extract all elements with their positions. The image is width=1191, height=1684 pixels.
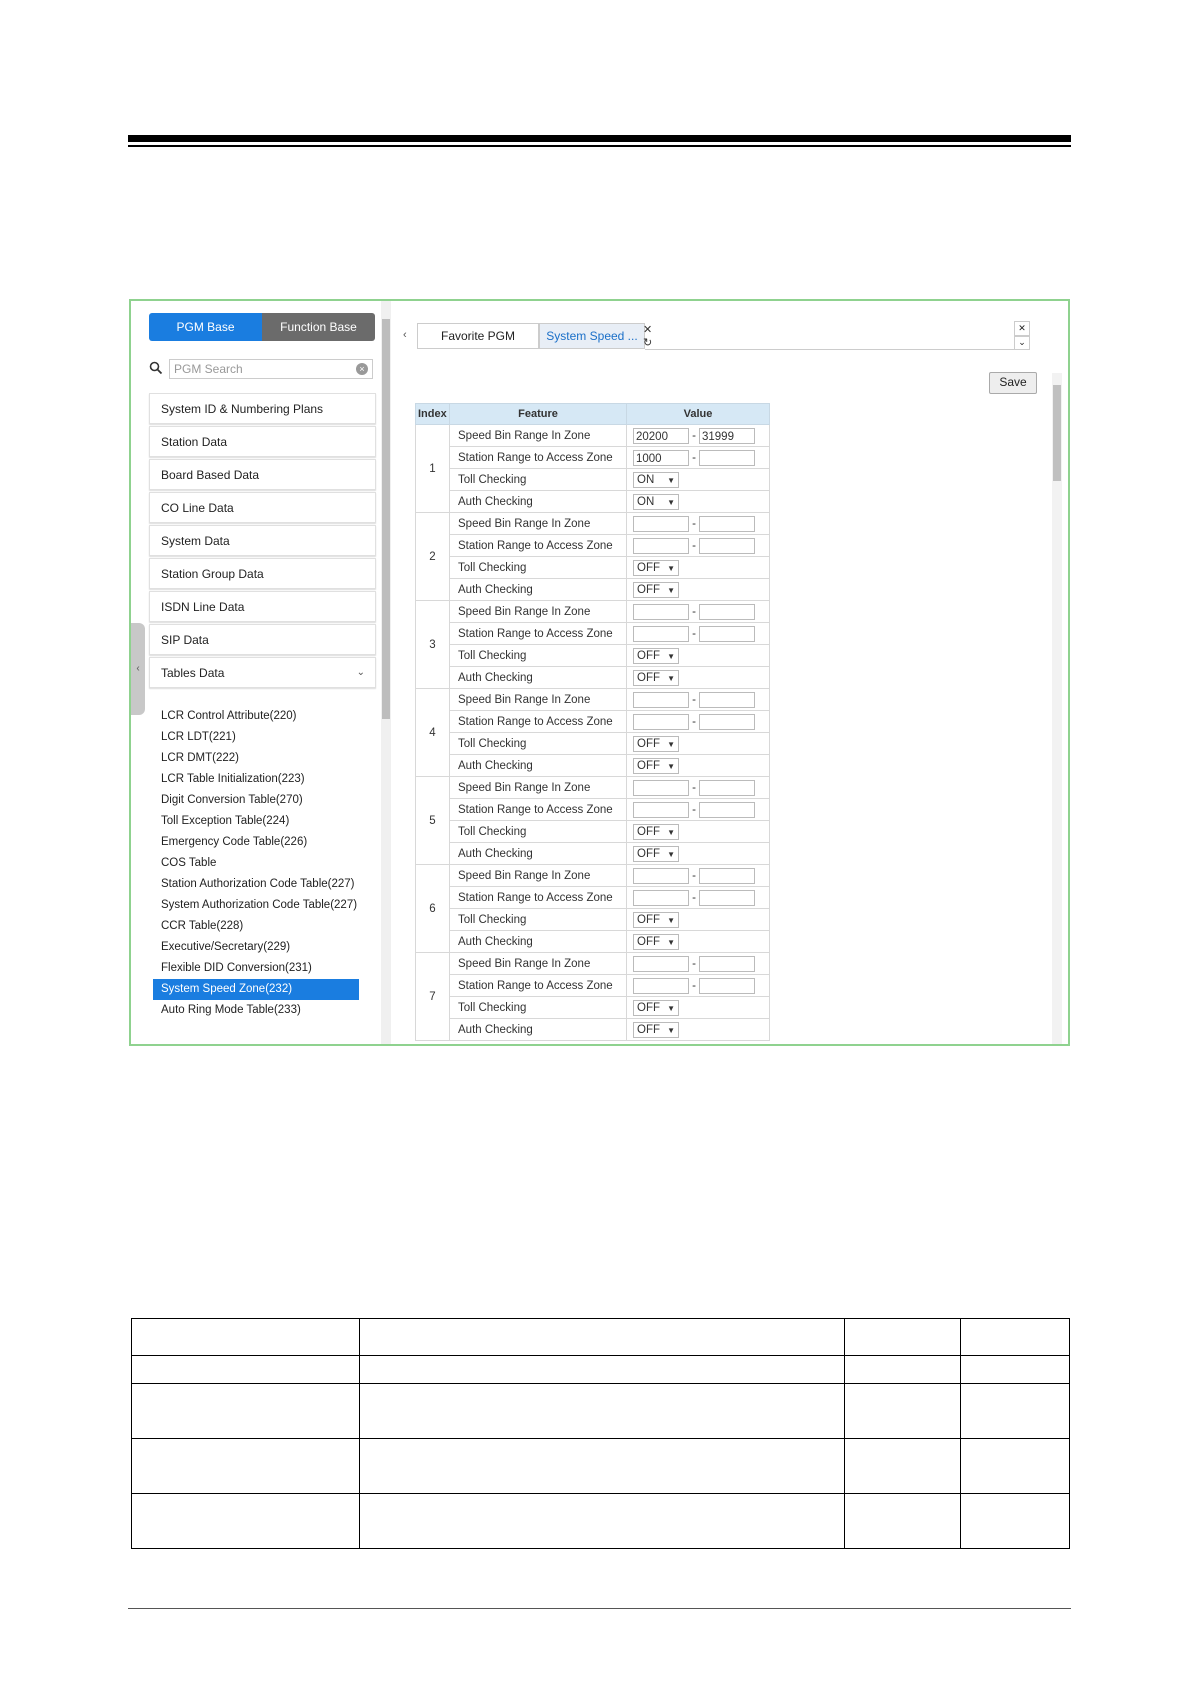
auth-checking-select[interactable] bbox=[633, 582, 679, 598]
toll-checking-select[interactable] bbox=[633, 912, 679, 928]
table-row bbox=[416, 689, 770, 711]
value-cell bbox=[627, 733, 770, 755]
value-cell bbox=[627, 843, 770, 865]
value-cell bbox=[627, 799, 770, 821]
speed-from-input[interactable] bbox=[633, 868, 689, 884]
range-dash: - bbox=[692, 957, 696, 970]
feature-label: Station Range to Access Zone bbox=[450, 447, 627, 469]
feature-label: Station Range to Access Zone bbox=[450, 623, 627, 645]
speed-to-input[interactable]: 31999 bbox=[699, 428, 755, 444]
speed-to-input[interactable] bbox=[699, 868, 755, 884]
table-cell bbox=[845, 1384, 961, 1439]
toll-value: OFF bbox=[637, 649, 660, 662]
table-cell bbox=[132, 1494, 360, 1549]
value-cell bbox=[627, 601, 770, 623]
feature-label: Auth Checking bbox=[450, 931, 627, 953]
table-row bbox=[416, 601, 770, 623]
station-to-input[interactable] bbox=[699, 714, 755, 730]
table-header-row bbox=[416, 404, 770, 425]
feature-label: Station Range to Access Zone bbox=[450, 535, 627, 557]
feature-label: Station Range to Access Zone bbox=[450, 799, 627, 821]
value-cell bbox=[627, 623, 770, 645]
station-from-input[interactable] bbox=[633, 978, 689, 994]
range-dash: - bbox=[692, 715, 696, 728]
table-row bbox=[416, 623, 770, 645]
sub-item-digit-conversion[interactable]: Digit Conversion Table(270) bbox=[161, 794, 303, 806]
value-cell bbox=[627, 755, 770, 777]
menu-item-board-based-data[interactable]: Board Based Data bbox=[149, 459, 376, 490]
auth-checking-select[interactable] bbox=[633, 494, 679, 510]
value-cell bbox=[627, 777, 770, 799]
table-cell bbox=[360, 1384, 845, 1439]
value-cell bbox=[627, 1019, 770, 1041]
feature-label: Station Range to Access Zone bbox=[450, 887, 627, 909]
toll-value: OFF bbox=[637, 737, 660, 750]
station-to-input[interactable] bbox=[699, 538, 755, 554]
range-dash: - bbox=[692, 539, 696, 552]
dropdown-arrow-icon: ▼ bbox=[667, 563, 675, 573]
feature-label: Auth Checking bbox=[450, 755, 627, 777]
auth-value: OFF bbox=[637, 935, 660, 948]
sub-item-lcr-init[interactable]: LCR Table Initialization(223) bbox=[161, 773, 305, 785]
feature-label: Speed Bin Range In Zone bbox=[450, 513, 627, 535]
menu-item-co-line-data[interactable]: CO Line Data bbox=[149, 492, 376, 523]
station-from-input[interactable] bbox=[633, 626, 689, 642]
menu-item-station-group-data[interactable]: Station Group Data bbox=[149, 558, 376, 589]
toll-checking-select[interactable] bbox=[633, 824, 679, 840]
value-cell bbox=[627, 975, 770, 997]
feature-label: Speed Bin Range In Zone bbox=[450, 601, 627, 623]
table-row bbox=[416, 865, 770, 887]
feature-label: Toll Checking bbox=[450, 909, 627, 931]
dropdown-arrow-icon: ▼ bbox=[667, 937, 675, 947]
sub-item-system-speed-zone[interactable]: System Speed Zone(232) bbox=[153, 979, 359, 1000]
sub-item-lcr-ldt[interactable]: LCR LDT(221) bbox=[161, 731, 236, 743]
station-to-input[interactable] bbox=[699, 978, 755, 994]
table-cell bbox=[961, 1439, 1070, 1494]
sub-item-auto-ring[interactable]: Auto Ring Mode Table(233) bbox=[161, 1004, 301, 1016]
right-panel bbox=[393, 301, 1070, 1046]
speed-zone-table bbox=[415, 403, 770, 1041]
collapse-panel-icon[interactable]: ‹ bbox=[131, 623, 145, 715]
tab-favorite-pgm[interactable]: Favorite PGM bbox=[417, 323, 539, 349]
function-base-button[interactable]: Function Base bbox=[262, 313, 375, 341]
table-cell bbox=[132, 1439, 360, 1494]
feature-label: Speed Bin Range In Zone bbox=[450, 689, 627, 711]
left-panel bbox=[131, 301, 384, 1046]
table-cell bbox=[961, 1319, 1070, 1356]
range-dash: - bbox=[692, 891, 696, 904]
clear-icon[interactable]: × bbox=[356, 363, 368, 375]
dropdown-arrow-icon: ▼ bbox=[667, 673, 675, 683]
table-row bbox=[416, 843, 770, 865]
dropdown-arrow-icon: ▼ bbox=[667, 761, 675, 771]
value-cell bbox=[627, 425, 770, 447]
auth-checking-select[interactable] bbox=[633, 934, 679, 950]
sub-item-executive[interactable]: Executive/Secretary(229) bbox=[161, 941, 291, 953]
tab-list-icon[interactable]: ⌄ bbox=[1014, 336, 1030, 350]
auth-value: OFF bbox=[637, 1023, 660, 1036]
footer-rule bbox=[128, 1608, 1071, 1609]
table-row bbox=[416, 1019, 770, 1041]
auth-value: OFF bbox=[637, 583, 660, 596]
feature-label: Speed Bin Range In Zone bbox=[450, 953, 627, 975]
auth-value: ON bbox=[637, 495, 655, 508]
feature-label: Auth Checking bbox=[450, 579, 627, 601]
index-cell: 4 bbox=[416, 689, 450, 777]
dropdown-arrow-icon: ▼ bbox=[667, 915, 675, 925]
sub-item-toll-exception[interactable]: Toll Exception Table(224) bbox=[161, 815, 290, 827]
value-cell bbox=[627, 557, 770, 579]
speed-to-input[interactable] bbox=[699, 956, 755, 972]
range-dash: - bbox=[692, 781, 696, 794]
tab-scroll-left-icon[interactable]: ‹ bbox=[403, 329, 407, 341]
station-to-input[interactable] bbox=[699, 450, 755, 466]
speed-from-input[interactable] bbox=[633, 516, 689, 532]
sub-item-flexible-did[interactable]: Flexible DID Conversion(231) bbox=[161, 962, 312, 974]
table-cell bbox=[845, 1356, 961, 1384]
main-menu bbox=[149, 393, 376, 690]
table-row bbox=[416, 557, 770, 579]
table-row bbox=[416, 821, 770, 843]
speed-to-input[interactable] bbox=[699, 692, 755, 708]
table-cell bbox=[845, 1494, 961, 1549]
auth-checking-select[interactable] bbox=[633, 1022, 679, 1038]
value-cell bbox=[627, 579, 770, 601]
toll-value: OFF bbox=[637, 825, 660, 838]
dropdown-arrow-icon: ▼ bbox=[667, 497, 675, 507]
table-row bbox=[132, 1356, 1070, 1384]
feature-label: Auth Checking bbox=[450, 491, 627, 513]
header-value: Value bbox=[627, 404, 770, 425]
range-dash: - bbox=[692, 517, 696, 530]
value-cell bbox=[627, 821, 770, 843]
station-from-input[interactable] bbox=[633, 714, 689, 730]
value-cell bbox=[627, 689, 770, 711]
station-from-input[interactable] bbox=[633, 802, 689, 818]
table-cell bbox=[845, 1439, 961, 1494]
feature-label: Station Range to Access Zone bbox=[450, 711, 627, 733]
save-button[interactable]: Save bbox=[989, 372, 1037, 394]
value-cell bbox=[627, 645, 770, 667]
toll-checking-select[interactable] bbox=[633, 560, 679, 576]
speed-to-input[interactable] bbox=[699, 780, 755, 796]
value-cell bbox=[627, 447, 770, 469]
index-cell: 5 bbox=[416, 777, 450, 865]
sub-item-lcr-control[interactable]: LCR Control Attribute(220) bbox=[161, 710, 297, 722]
table-row bbox=[416, 535, 770, 557]
feature-label: Toll Checking bbox=[450, 645, 627, 667]
sub-item-cos-table[interactable]: COS Table bbox=[161, 857, 217, 869]
feature-label: Toll Checking bbox=[450, 733, 627, 755]
dropdown-arrow-icon: ▼ bbox=[667, 475, 675, 485]
table-row bbox=[416, 425, 770, 447]
station-to-input[interactable] bbox=[699, 890, 755, 906]
dropdown-arrow-icon: ▼ bbox=[667, 827, 675, 837]
feature-label: Auth Checking bbox=[450, 843, 627, 865]
table-row bbox=[416, 711, 770, 733]
auth-checking-select[interactable] bbox=[633, 758, 679, 774]
table-row bbox=[132, 1494, 1070, 1549]
right-scroll-thumb[interactable] bbox=[1053, 385, 1061, 481]
value-cell bbox=[627, 909, 770, 931]
toll-value: OFF bbox=[637, 913, 660, 926]
speed-from-input[interactable] bbox=[633, 604, 689, 620]
header-index: Index bbox=[416, 404, 450, 425]
chevron-down-icon: ⌄ bbox=[356, 667, 365, 678]
toll-checking-select[interactable] bbox=[633, 736, 679, 752]
table-row bbox=[416, 799, 770, 821]
value-cell bbox=[627, 513, 770, 535]
table-row bbox=[416, 667, 770, 689]
header-feature: Feature bbox=[450, 404, 627, 425]
feature-label: Toll Checking bbox=[450, 469, 627, 491]
tab-underline bbox=[645, 349, 1025, 350]
dropdown-arrow-icon: ▼ bbox=[667, 1003, 675, 1013]
table-cell bbox=[360, 1356, 845, 1384]
speed-from-input[interactable] bbox=[633, 956, 689, 972]
table-row bbox=[416, 447, 770, 469]
table-row bbox=[416, 645, 770, 667]
value-cell bbox=[627, 469, 770, 491]
table-row bbox=[416, 975, 770, 997]
menu-item-station-data[interactable]: Station Data bbox=[149, 426, 376, 457]
table-row bbox=[416, 755, 770, 777]
value-cell bbox=[627, 931, 770, 953]
right-scrollbar[interactable] bbox=[1052, 373, 1062, 1045]
sub-item-lcr-dmt[interactable]: LCR DMT(222) bbox=[161, 752, 239, 764]
index-cell: 6 bbox=[416, 865, 450, 953]
feature-label: Speed Bin Range In Zone bbox=[450, 777, 627, 799]
tab-system-speed[interactable]: System Speed ... bbox=[539, 323, 645, 349]
toll-checking-select[interactable] bbox=[633, 648, 679, 664]
table-row bbox=[416, 909, 770, 931]
range-dash: - bbox=[692, 627, 696, 640]
range-dash: - bbox=[692, 429, 696, 442]
table-row bbox=[132, 1384, 1070, 1439]
dropdown-arrow-icon: ▼ bbox=[667, 1025, 675, 1035]
auth-checking-select[interactable] bbox=[633, 670, 679, 686]
table-cell bbox=[845, 1319, 961, 1356]
range-dash: - bbox=[692, 451, 696, 464]
auth-value: OFF bbox=[637, 671, 660, 684]
sub-item-station-auth[interactable]: Station Authorization Code Table(227) bbox=[161, 878, 355, 890]
dropdown-arrow-icon: ▼ bbox=[667, 739, 675, 749]
feature-label: Auth Checking bbox=[450, 1019, 627, 1041]
parameter-table bbox=[131, 1318, 1070, 1549]
table-cell bbox=[132, 1319, 360, 1356]
value-cell bbox=[627, 535, 770, 557]
value-cell bbox=[627, 711, 770, 733]
table-row bbox=[416, 887, 770, 909]
header-rule bbox=[128, 135, 1071, 142]
tables-data-label: Tables Data bbox=[161, 666, 225, 680]
sub-item-emergency-code[interactable]: Emergency Code Table(226) bbox=[161, 836, 308, 848]
sub-item-ccr-table[interactable]: CCR Table(228) bbox=[161, 920, 244, 932]
close-all-icon[interactable]: ✕ bbox=[1014, 321, 1030, 336]
value-cell bbox=[627, 887, 770, 909]
station-to-input[interactable] bbox=[699, 802, 755, 818]
tables-submenu bbox=[161, 706, 361, 1021]
table-row bbox=[416, 931, 770, 953]
value-cell bbox=[627, 491, 770, 513]
station-from-input[interactable] bbox=[633, 538, 689, 554]
index-cell: 1 bbox=[416, 425, 450, 513]
feature-label: Speed Bin Range In Zone bbox=[450, 865, 627, 887]
speed-to-input[interactable] bbox=[699, 516, 755, 532]
dropdown-arrow-icon: ▼ bbox=[667, 849, 675, 859]
toll-checking-select[interactable] bbox=[633, 472, 679, 488]
toll-value: ON bbox=[637, 473, 655, 486]
table-row bbox=[132, 1319, 1070, 1356]
range-dash: - bbox=[692, 869, 696, 882]
table-row bbox=[416, 777, 770, 799]
table-row bbox=[416, 953, 770, 975]
dropdown-arrow-icon: ▼ bbox=[667, 585, 675, 595]
tab-close-icon[interactable]: ✕ bbox=[643, 324, 653, 336]
search-icon bbox=[149, 361, 163, 375]
table-cell bbox=[360, 1494, 845, 1549]
tab-bar bbox=[405, 323, 1005, 349]
table-row bbox=[416, 733, 770, 755]
pgm-search-input[interactable] bbox=[169, 359, 373, 379]
search-placeholder: PGM Search bbox=[174, 362, 243, 376]
menu-item-system-id[interactable]: System ID & Numbering Plans bbox=[149, 393, 376, 424]
table-cell bbox=[360, 1319, 845, 1356]
value-cell bbox=[627, 953, 770, 975]
table-cell bbox=[961, 1384, 1070, 1439]
speed-to-input[interactable] bbox=[699, 604, 755, 620]
table-cell bbox=[132, 1384, 360, 1439]
pgm-base-button[interactable]: PGM Base bbox=[149, 313, 262, 341]
screenshot-frame bbox=[129, 299, 1070, 1046]
left-scroll-thumb[interactable] bbox=[382, 319, 390, 719]
index-cell: 7 bbox=[416, 953, 450, 1041]
station-to-input[interactable] bbox=[699, 626, 755, 642]
speed-from-input[interactable] bbox=[633, 780, 689, 796]
range-dash: - bbox=[692, 979, 696, 992]
menu-item-system-data[interactable]: System Data bbox=[149, 525, 376, 556]
refresh-icon[interactable]: ↻ bbox=[643, 337, 653, 349]
feature-label: Toll Checking bbox=[450, 821, 627, 843]
menu-item-tables-data[interactable] bbox=[149, 657, 376, 688]
toll-value: OFF bbox=[637, 1001, 660, 1014]
table-cell bbox=[961, 1356, 1070, 1384]
table-row bbox=[416, 997, 770, 1019]
menu-item-sip-data[interactable]: SIP Data bbox=[149, 624, 376, 655]
auth-value: OFF bbox=[637, 759, 660, 772]
feature-label: Speed Bin Range In Zone bbox=[450, 425, 627, 447]
toll-checking-select[interactable] bbox=[633, 1000, 679, 1016]
table-row bbox=[416, 491, 770, 513]
value-cell bbox=[627, 865, 770, 887]
station-from-input[interactable]: 1000 bbox=[633, 450, 689, 466]
feature-label: Toll Checking bbox=[450, 997, 627, 1019]
index-cell: 3 bbox=[416, 601, 450, 689]
dropdown-arrow-icon: ▼ bbox=[667, 651, 675, 661]
menu-item-isdn-line-data[interactable]: ISDN Line Data bbox=[149, 591, 376, 622]
station-from-input[interactable] bbox=[633, 890, 689, 906]
feature-label: Auth Checking bbox=[450, 667, 627, 689]
table-row bbox=[132, 1439, 1070, 1494]
feature-label: Station Range to Access Zone bbox=[450, 975, 627, 997]
sub-item-system-auth[interactable]: System Authorization Code Table(227) bbox=[161, 899, 358, 911]
left-scrollbar[interactable] bbox=[381, 301, 391, 1046]
speed-from-input[interactable] bbox=[633, 692, 689, 708]
toll-value: OFF bbox=[637, 561, 660, 574]
table-cell bbox=[360, 1439, 845, 1494]
table-row bbox=[416, 469, 770, 491]
value-cell bbox=[627, 997, 770, 1019]
table-cell bbox=[132, 1356, 360, 1384]
header-rule-thin bbox=[128, 145, 1071, 147]
table-row bbox=[416, 579, 770, 601]
index-cell: 2 bbox=[416, 513, 450, 601]
range-dash: - bbox=[692, 605, 696, 618]
table-cell bbox=[961, 1494, 1070, 1549]
value-cell bbox=[627, 667, 770, 689]
speed-from-input[interactable]: 20200 bbox=[633, 428, 689, 444]
feature-label: Toll Checking bbox=[450, 557, 627, 579]
range-dash: - bbox=[692, 693, 696, 706]
auth-checking-select[interactable] bbox=[633, 846, 679, 862]
auth-value: OFF bbox=[637, 847, 660, 860]
table-row bbox=[416, 513, 770, 535]
base-toggle bbox=[149, 313, 375, 341]
range-dash: - bbox=[692, 803, 696, 816]
